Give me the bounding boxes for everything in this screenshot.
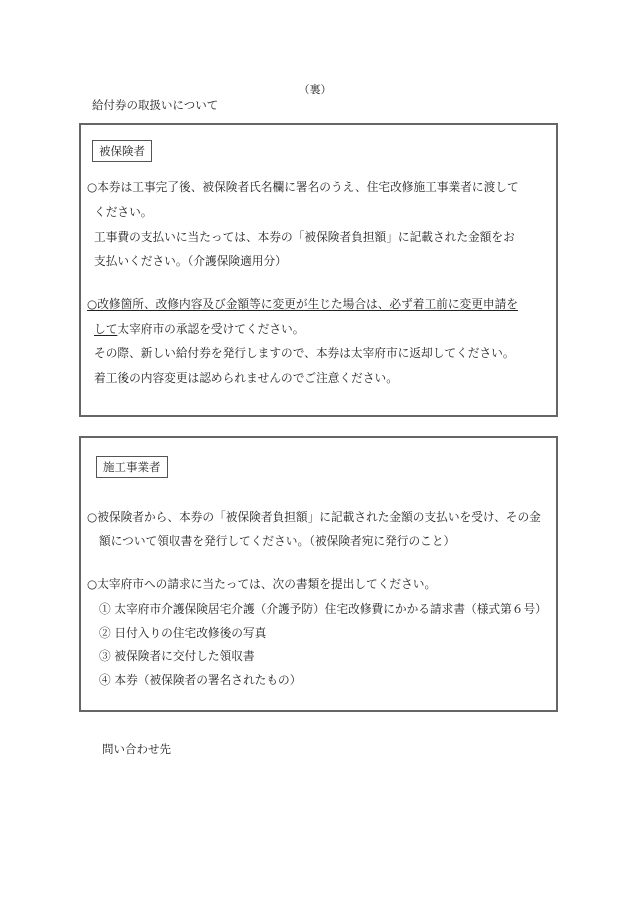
- contractor-item-2: ② 日付入りの住宅改修後の写真: [99, 626, 267, 640]
- contractor-item-3: ③ 被保険者に交付した領収書: [99, 649, 255, 663]
- contractor-p2: ○太宰府市への請求に当たっては、次の書類を提出してください。: [87, 577, 437, 591]
- insured-tag: 被保険者: [92, 140, 152, 162]
- document-title: 給付券の取扱いについて: [92, 98, 219, 112]
- insured-p2-line2-rest: 太宰府市の承認を受けてください。: [117, 322, 305, 336]
- insured-p1-line4: 支払いください。（介護保険適用分）: [94, 254, 287, 268]
- contractor-item-1: ① 太宰府市介護保険居宅介護（介護予防）住宅改修費にかかる請求書（様式第６号）: [99, 602, 547, 616]
- contractor-p1-line2: 額について領収書を発行してください。（被保険者宛に発行のこと）: [99, 534, 456, 548]
- insured-p2-underlined: して: [94, 322, 118, 336]
- insured-p2-line1: ○改修箇所、改修内容及び金額等に変更が生じた場合は、必ず着工前に変更申請を: [87, 297, 518, 311]
- insured-p1-line1: ○本券は工事完了後、被保険者氏名欄に署名のうえ、住宅改修施工事業者に渡して: [87, 180, 519, 194]
- insured-section: [79, 123, 558, 417]
- insured-p2-line4: 着工後の内容変更は認められませんのでご注意ください。: [94, 371, 398, 385]
- contractor-section: [79, 436, 558, 712]
- contact-label: 問い合わせ先: [102, 742, 171, 756]
- insured-p2-line3: その際、新しい給付券を発行しますので、本券は太宰府市に返却してください。: [94, 346, 515, 360]
- contractor-item-4: ④ 本券（被保険者の署名されたもの）: [99, 673, 302, 687]
- contractor-p1-line1: ○被保険者から、本券の「被保険者負担額」に記載された金額の支払いを受け、その金: [87, 510, 541, 524]
- insured-p1-line3: 工事費の支払いに当たっては、本券の「被保険者負担額」に記載された金額をお: [94, 230, 515, 244]
- insured-p1-line2: ください。: [94, 205, 153, 219]
- contractor-tag: 施工事業者: [96, 456, 168, 478]
- insured-p2-line2: [94, 322, 564, 336]
- page-side-label: （裏）: [298, 83, 332, 96]
